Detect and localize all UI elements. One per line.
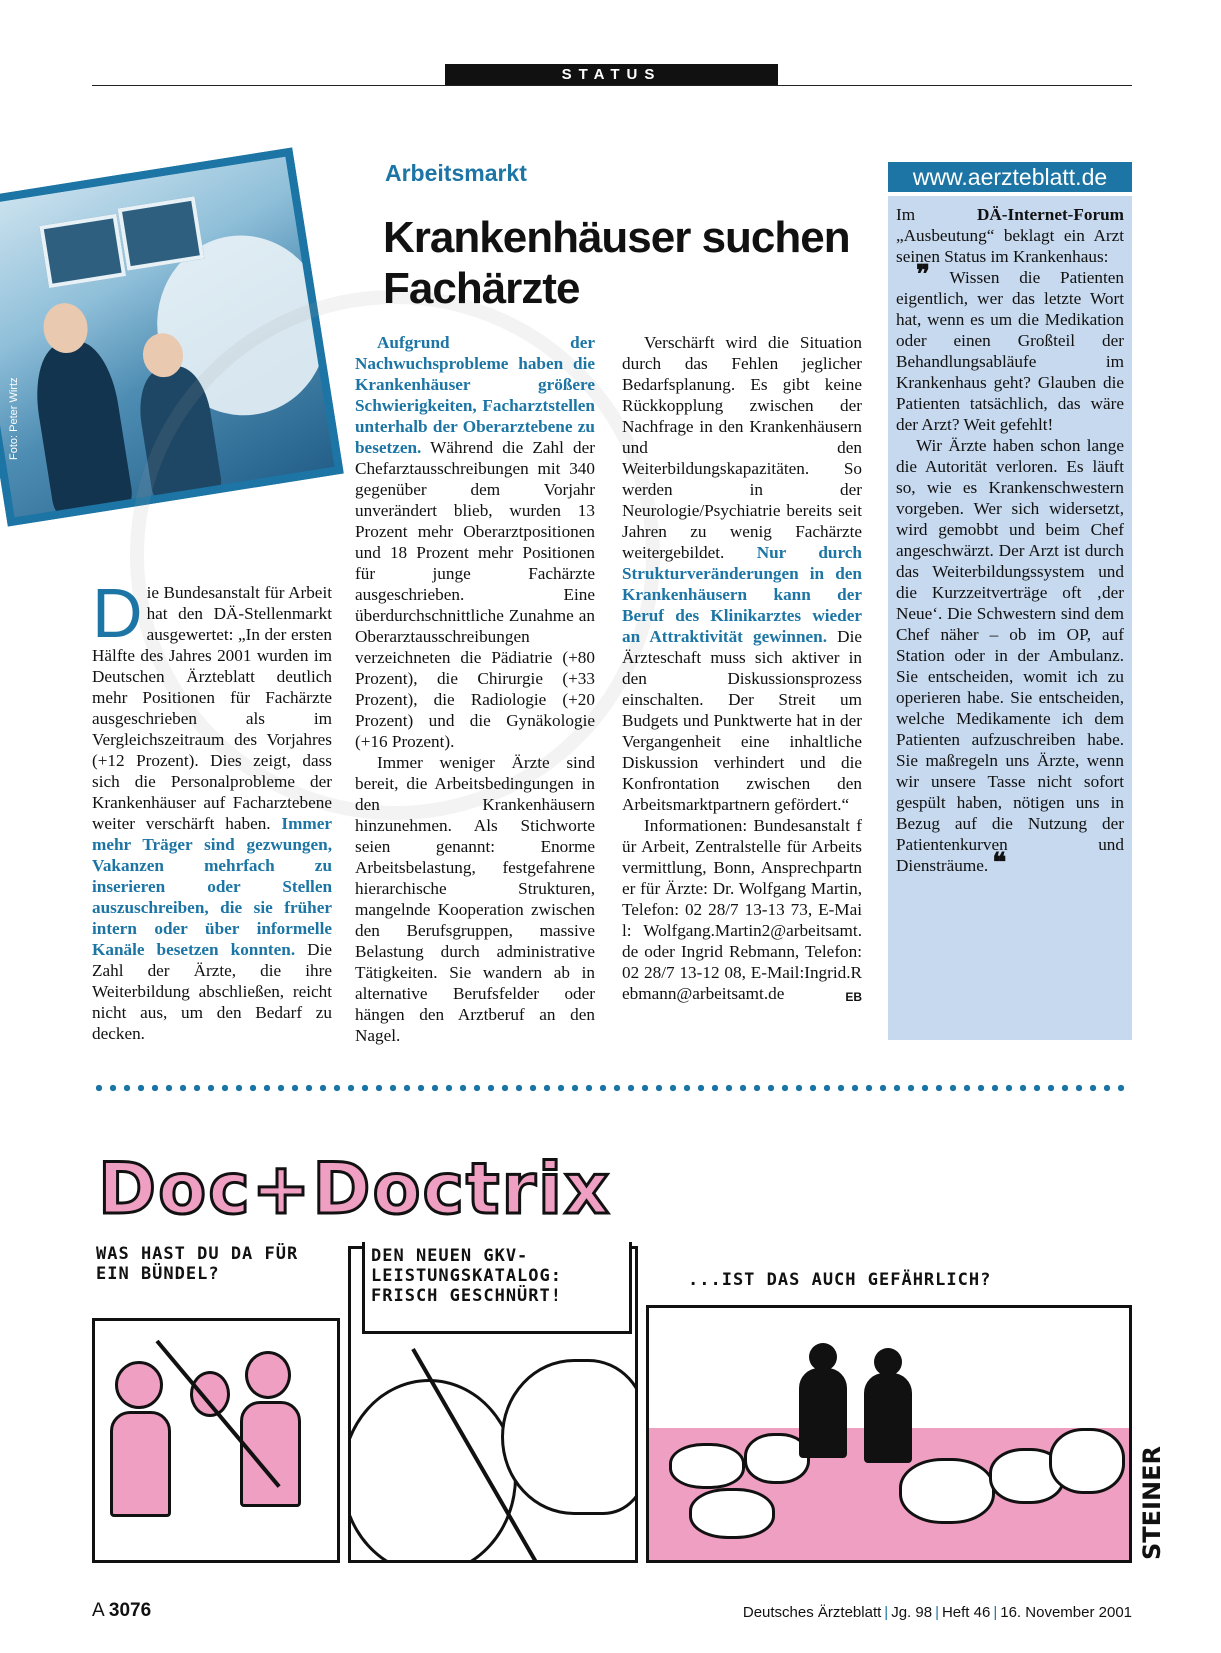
lead-text: Aufgrund der Nachwuchsprobleme haben die Krankenhäuser größere Schwierigkeiten, Facharztstellen unterhalb der Oberarztebene zu besetzen.: [355, 333, 595, 457]
quote-close-icon: ❝: [992, 847, 1007, 877]
highlight-text: Nur durch Strukturveränderungen in den Krankenhäusern kann der Beruf des Klinikarztes wieder an Attraktivität gewinnen.: [622, 543, 862, 646]
journal-volume: Jg. 98: [891, 1604, 933, 1621]
forum-name: DÄ-Internet-Forum: [976, 205, 1124, 224]
website-url[interactable]: www.aerzteblatt.de: [888, 162, 1132, 192]
highlight-text: Immer mehr Träger sind gezwungen, Vakanzen mehrfach zu inserieren oder Stellen auszuschreiben, die sie früher intern oder über informelle Kanäle besetzen konnten.: [92, 814, 332, 959]
comic-panel-1: [92, 1318, 340, 1563]
quote-paragraph: Wir Ärzte haben schon lange die Autorität verloren. Es läuft so, wie es Krankenschwestern vorgeben. Wer sich widersetzt, wird gemobbt und beim Chef angeschwärzt. Der Arzt ist durch das Weiterbildungssystem und die Kurzzeitverträge oft ‚der Neue‘. Die Schwestern sind dem Chef näher – ob im OP, auf Station oder in der Ambulanz. Sie entscheiden, womit ich zu operieren habe. Sie entscheiden, welche Medikamente ich dem Patienten aufzuschreiben habe. Sie maßregeln uns Ärzte, wenn wir unsere Tasse nicht sofort gespült haben, nötigen uns in Bezug auf die Nutzung der Patientenkurven und Diensträume.: [896, 436, 1124, 875]
comic-artist-signature: STEINER: [1138, 1446, 1166, 1560]
article-column-1: [92, 574, 332, 1044]
intro-text: „Ausbeutung“ beklagt ein Arzt seinen Status im Krankenhaus:: [896, 226, 1124, 266]
journal-name: Deutsches Ärzteblatt: [742, 1604, 882, 1621]
dotted-divider: [92, 1084, 1132, 1092]
article-column-3: [622, 332, 862, 1008]
speech-bubble-1: WAS HAST DU DA FÜR EIN BÜNDEL?: [96, 1244, 299, 1284]
forum-text: [896, 204, 1124, 876]
header-rule: [92, 85, 1132, 86]
page-prefix: A: [92, 1600, 104, 1621]
publication-date: 16. November 2001: [1000, 1604, 1132, 1621]
contact-info: Informationen: Bundesanstalt für Arbeit, Zentralstelle für Arbeitsvermittlung, Bonn, Ansprechpartner für Ärzte: Dr. Wolfgang Martin, Telefon: 02 28/7 13-13 73, E-Mail: Wolfgang.Martin2@arbeitsamt.de oder Ingrid Rebmann, Telefon: 02 28/7 13-12 08, E-Mail:Ingrid.Rebmann@arbeitsamt.de: [622, 816, 862, 1003]
speech-bubble-2: DEN NEUEN GKV-LEISTUNGSKATALOG: FRISCH GESCHNÜRT!: [362, 1242, 632, 1334]
quote-paragraph: Wissen die Patienten eigentlich, wer das letzte Wort hat, wenn es um die Medikation oder einen Großteil der Behandlungsabläufe im Krankenhaus geht? Glauben die Patienten tatsächlich, das wäre der Arzt? Weit gefehlt!: [896, 268, 1124, 434]
journal-issue: Heft 46: [941, 1604, 991, 1621]
author-signature: EB: [845, 990, 862, 1004]
intro-lead: Im: [896, 205, 916, 224]
paragraph-text: Die Zahl der Ärzte, die ihre Weiterbildung abschließen, reicht nicht aus, um den Bedarf zu decken.: [92, 940, 332, 1043]
paragraph-text: Die Ärzteschaft muss sich aktiver in den Diskussionsprozess einschalten. Der Streit um Budgets und Punktwerte hat in der Vergangenheit eine inhaltliche Diskussion verhindert und die Konfrontation zwischen den Arbeitsmarktpartnern gefördert.“: [622, 627, 862, 814]
quote-open-icon: ❞: [916, 259, 930, 289]
article-column-2: [355, 332, 595, 1046]
photo-credit: Foto: Peter Wirtz: [8, 377, 20, 460]
article-headline: Krankenhäuser suchen Fachärzte: [383, 213, 850, 313]
page-number-value: 3076: [108, 1600, 152, 1621]
dropcap: D: [92, 574, 143, 652]
paragraph-text: Verschärft wird die Situation durch das Fehlen jeglicher Bedarfsplanung. Es gibt keine Rückkopplung zwischen der Nachfrage in den Krankenhäusern und den Weiterbildungskapazitäten. So werden in der Neurologie/Psychiatrie bereits seit Jahren zu wenig Fachärzte weitergebildet.: [622, 333, 862, 562]
page-number: [92, 1600, 151, 1622]
comic-panel-3: [646, 1305, 1132, 1563]
paragraph-text: ie Bundesanstalt für Arbeit hat den DÄ-Stellenmarkt ausgewertet: „In der ersten Hälfte des Jahres 2001 wurden im Deutschen Ärzteblatt deutlich mehr Positionen für Fachärzte ausgeschrieben als im Vergleichszeitraum des Vorjahres (+12 Prozent). Dies zeigt, dass sich die Personalprobleme der Krankenhäuser auf Facharztebene weiter verschärft haben.: [92, 583, 332, 833]
article-kicker: Arbeitsmarkt: [385, 160, 527, 186]
section-label: STATUS: [445, 64, 778, 85]
paragraph: Immer weniger Ärzte sind bereit, die Arbeitsbedingungen in den Krankenhäusern hinzunehmen. Als Stichworte seien genannt: Enorme Arbeitsbelastung, festgefahrene hierarchische Strukturen, mangelnde Kooperation zwischen den Berufsgruppen, massive Belastung durch administrative Tätigkeiten. Sie wandern ab in alternative Berufsfelder oder hängen den Arztberuf an den Nagel.: [355, 753, 595, 1045]
comic-title: Doc+Doctrix: [98, 1148, 612, 1230]
publication-info: Deutsches Ärzteblatt | Jg. 98 | Heft 46 | 16. November 2001: [742, 1604, 1132, 1621]
paragraph-text: Während die Zahl der Chefarztausschreibungen mit 340 gegenüber dem Vorjahr unverändert blieb, wurden 13 Prozent mehr Oberarztpositionen und 18 Prozent mehr Positionen für junge Fachärzte ausgeschrieben. Eine überdurchschnittliche Zunahme an Oberarztausschreibungen verzeichneten die Pädiatrie (+80 Prozent), die Chirurgie (+33 Prozent), die Radiologie (+20 Prozent) und die Gynäkologie (+16 Prozent).: [355, 438, 595, 751]
speech-bubble-3: ...IST DAS AUCH GEFÄHRLICH?: [688, 1270, 992, 1290]
